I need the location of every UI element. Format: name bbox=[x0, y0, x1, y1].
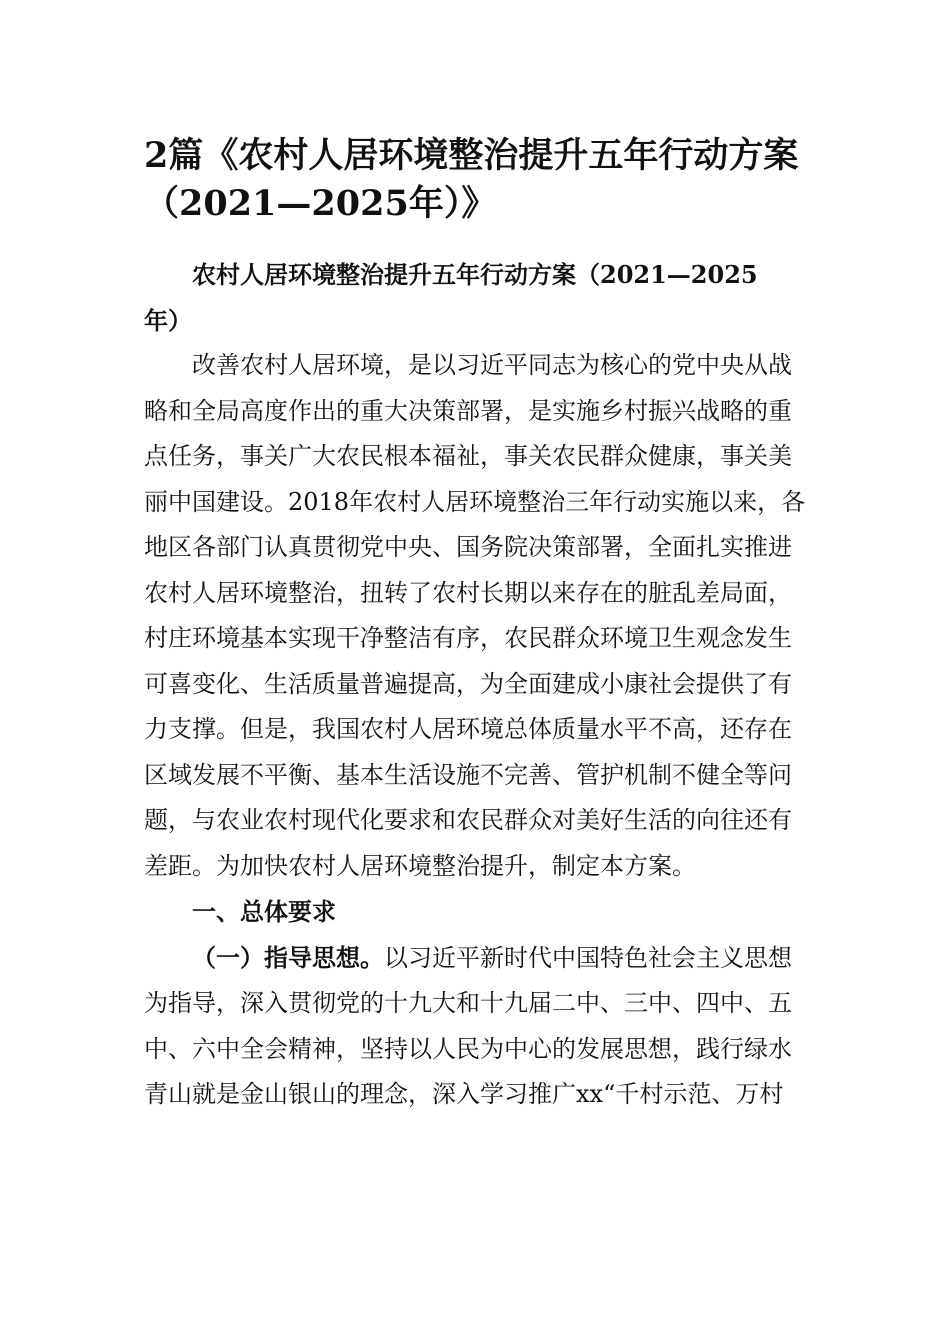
title-line-2: （2021—2025年）》 bbox=[144, 183, 497, 224]
paragraph-line: 可喜变化、生活质量普遍提高，为全面建成小康社会提供了有 bbox=[144, 669, 792, 698]
paragraph-line: 地区各部门认真贯彻党中央、国务院决策部署，全面扎实推进 bbox=[144, 533, 792, 561]
paragraph-line: 差距。为加快农村人居环境整治提升，制定本方案。 bbox=[144, 851, 696, 880]
paragraph-line: 丽中国建设。2018年农村人居环境整治三年行动实施以来，各 bbox=[144, 487, 806, 516]
subtitle-line-2: 年） bbox=[144, 305, 192, 335]
document-title bbox=[144, 132, 824, 228]
section-heading: 一、总体要求 bbox=[192, 897, 336, 926]
paragraph-line: 题，与农业农村现代化要求和农民群众对美好生活的向往还有 bbox=[144, 806, 792, 834]
subsection-line: 为指导，深入贯彻党的十九大和十九届二中、三中、四中、五 bbox=[144, 989, 792, 1017]
subsection-text: 以习近平新时代中国特色社会主义思想 bbox=[384, 943, 792, 972]
subsection-first-line bbox=[144, 935, 804, 982]
subsection-label: （一）指导思想。 bbox=[192, 942, 384, 972]
subtitle-line-1: 农村人居环境整治提升五年行动方案（2021—2025 bbox=[192, 260, 758, 289]
paragraph-line: 区域发展不平衡、基本生活设施不完善、管护机制不健全等问 bbox=[144, 760, 792, 789]
title-line-1: 2篇《农村人居环境整治提升五年行动方案 bbox=[144, 135, 799, 176]
paragraph-line: 农村人居环境整治，扭转了农村长期以来存在的脏乱差局面， bbox=[144, 578, 792, 607]
subsection-line: 中、六中全会精神，坚持以人民为中心的发展思想，践行绿水 bbox=[144, 1034, 792, 1063]
paragraph-line: 点任务，事关广大农民根本福祉，事关农民群众健康，事关美 bbox=[144, 442, 792, 470]
paragraph-line: 改善农村人居环境，是以习近平同志为核心的党中央从战 bbox=[192, 351, 792, 379]
paragraph-line: 略和全局高度作出的重大决策部署，是实施乡村振兴战略的重 bbox=[144, 396, 792, 425]
document-body bbox=[144, 252, 804, 1118]
paragraph-line: 村庄环境基本实现干净整洁有序，农民群众环境卫生观念发生 bbox=[144, 624, 792, 652]
subsection-line: 青山就是金山银山的理念，深入学习推广xx“千村示范、万村 bbox=[144, 1080, 784, 1108]
paragraph-line: 力支撑。但是，我国农村人居环境总体质量水平不高，还存在 bbox=[144, 715, 792, 743]
